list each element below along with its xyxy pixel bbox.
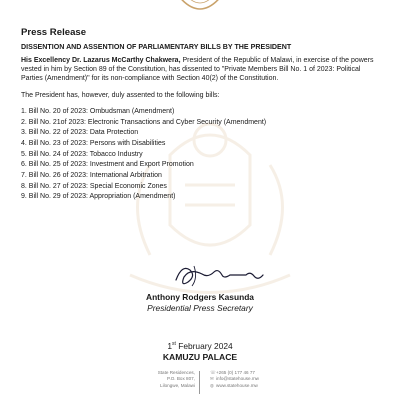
release-heading: DISSENTION AND ASSENTION OF PARLIAMENTARY BILLS BY THE PRESIDENT [21, 43, 292, 51]
bill-list-item: 2. Bill No. 21of 2023: Electronic Transactions and Cyber Security (Amendment) [21, 118, 267, 126]
document-title: Press Release [21, 27, 87, 38]
assent-intro: The President has, however, duly assented to the following bills: [21, 91, 220, 99]
release-date [0, 341, 400, 351]
press-release-body [21, 27, 383, 203]
phone-number: +265 (0) 177 46 77 [216, 370, 255, 375]
website-link[interactable]: www.statehouse.mw [216, 382, 258, 388]
date-day: 1 [167, 341, 172, 351]
intro-text: President of the Republic of Malawi, in exercise of the powers vested in him by Section 89 of the Constitution, has dissented to "Private Members Bill No. 1 of 2023: Political Parties (Amendment)" for its non-compliance with Section 40(2) of the Constitution. [21, 57, 374, 83]
bill-list-item: 1. Bill No. 20 of 2023: Ombudsman (Amendment) [21, 107, 175, 115]
signatory-name: Anthony Rodgers Kasunda [146, 292, 254, 302]
intro-paragraph [21, 56, 383, 84]
contact-details [210, 370, 259, 389]
bill-list-item: 6. Bill No. 25 of 2023: Investment and Export Promotion [21, 161, 194, 169]
email-icon: ✉ [210, 376, 214, 382]
bill-list-item: 3. Bill No. 22 of 2023: Data Protection [21, 129, 139, 137]
letterhead-footer [0, 369, 400, 400]
date-day-suffix: st [171, 341, 176, 348]
footer-divider [199, 371, 200, 394]
postal-address [158, 370, 195, 389]
address-line: Lilongwe, Malawi [160, 382, 195, 388]
state-seal-emblem [165, 0, 235, 12]
bill-list-item: 8. Bill No. 27 of 2023: Special Economic Zones [21, 182, 167, 190]
handwritten-signature [168, 260, 268, 290]
date-month-year: February 2024 [175, 341, 233, 351]
globe-icon: ◍ [210, 382, 215, 388]
bill-list [21, 107, 383, 203]
address-line: State Residences, [157, 370, 195, 375]
address-line: P.O. Box 807, [166, 376, 195, 382]
release-place: KAMUZU PALACE [162, 352, 238, 362]
signatory-title: Presidential Press Secretary [147, 303, 253, 313]
email-address[interactable]: info@statehouse.mw [216, 376, 259, 382]
seal-text [184, 0, 216, 1]
president-name: His Excellency Dr. Lazarus McCarthy Chakwera, [21, 57, 181, 64]
website-line [210, 383, 259, 389]
bill-list-item: 7. Bill No. 26 of 2023: International Arbitration [21, 171, 162, 179]
bill-list-item: 9. Bill No. 29 of 2023: Appropriation (Amendment) [21, 193, 176, 201]
bill-list-item: 5. Bill No. 24 of 2023: Tobacco Industry [21, 150, 143, 158]
phone-icon: ☏ [210, 370, 216, 375]
bill-list-item: 4. Bill No. 23 of 2023: Persons with Disabilities [21, 139, 166, 147]
